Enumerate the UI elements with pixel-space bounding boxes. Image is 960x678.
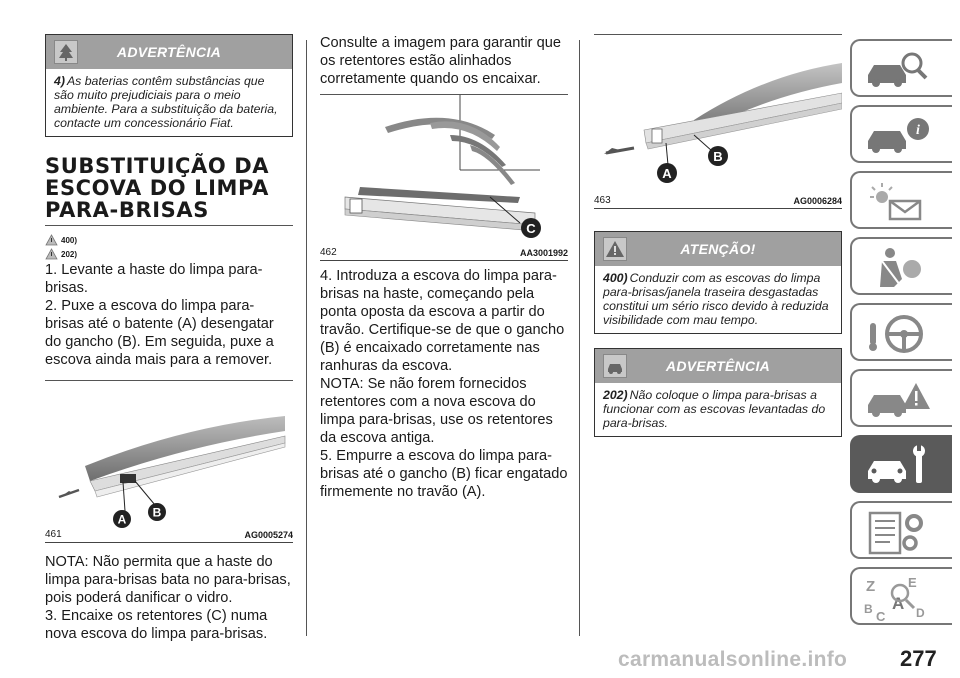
figure-code: AG0006284: [793, 196, 842, 206]
figure-462: [320, 95, 568, 247]
note-1: NOTA: Não permita que a haste do limpa para-brisas bata no para-brisas, pois poderá danificar o vidro.: [45, 554, 291, 606]
tab-driving[interactable]: [850, 303, 952, 361]
attention-box: [594, 231, 842, 334]
attention-text: Conduzir com as escovas do limpa para-brisas/janela traseira desgastadas constitui um sério risco devido à reduzida visibilidade com mau tempo.: [603, 271, 829, 327]
label-b: B: [713, 149, 723, 164]
car-search-icon: [860, 45, 940, 95]
step-3: 3. Encaixe os retentores (C) numa nova escova do limpa para-brisas.: [45, 608, 268, 642]
svg-text:Z: Z: [866, 578, 876, 595]
column-1: [45, 34, 293, 643]
figure-461: [45, 381, 293, 531]
figure-number: 462: [320, 247, 337, 258]
svg-text:E: E: [908, 575, 917, 590]
attention-triangle-icon: [45, 248, 58, 260]
svg-text:B: B: [864, 602, 873, 616]
reference-400: 400): [45, 233, 293, 247]
tab-warning-lights[interactable]: [850, 171, 952, 229]
attention-triangle-icon: [45, 234, 58, 246]
svg-text:A: A: [892, 594, 905, 613]
warning-title: ADVERTÊNCIA: [116, 44, 222, 60]
label-a: A: [662, 166, 672, 181]
warning-box-wipers: [594, 348, 842, 437]
warning-box-battery: [45, 34, 293, 137]
column-divider: [306, 40, 307, 636]
alphabetical-index-icon: [860, 573, 940, 623]
column-3: [594, 34, 842, 437]
step-1: 1. Levante a haste do limpa para-brisas.: [45, 262, 263, 296]
attention-number: 400): [603, 271, 628, 285]
svg-text:D: D: [916, 606, 925, 620]
figure-463: [594, 35, 842, 195]
retainers-illustration: [320, 95, 568, 247]
steering-wheel-icon: [860, 309, 940, 359]
reference-202: 202): [45, 247, 293, 261]
wiper-removal-illustration: [45, 381, 293, 531]
tab-emergency[interactable]: [850, 369, 952, 427]
tab-car-search[interactable]: [850, 39, 952, 97]
fitting-note: Consulte a imagem para garantir que os retentores estão alinhados corretamente quando os encaixar.: [320, 35, 561, 87]
tab-car-info[interactable]: [850, 105, 952, 163]
warning-number: 4): [54, 74, 65, 88]
figure-caption: [320, 247, 568, 261]
tab-index[interactable]: [850, 567, 952, 625]
warning-title: ADVERTÊNCIA: [665, 358, 771, 374]
svg-text:i: i: [916, 123, 920, 138]
section-heading: SUBSTITUIÇÃO DA ESCOVA DO LIMPA PARA-BRISAS: [45, 154, 270, 222]
tab-maintenance[interactable]: [850, 435, 952, 493]
figure-number: 463: [594, 195, 611, 206]
attention-title: ATENÇÃO!: [680, 241, 756, 257]
label-c: C: [526, 221, 536, 236]
tab-safety[interactable]: [850, 237, 952, 295]
safety-airbag-icon: [860, 243, 940, 293]
figure-code: AA3001992: [519, 248, 568, 258]
car-warning-icon: [860, 375, 940, 425]
label-a: A: [117, 512, 127, 527]
label-b: B: [152, 505, 162, 520]
figure-code: AG0005274: [244, 530, 293, 540]
svg-text:C: C: [876, 609, 886, 623]
heading-rule: [45, 225, 293, 226]
warning-number: 202): [603, 388, 628, 402]
warning-text: As baterias contêm substâncias que são muito prejudiciais para o meio ambiente. Para a substituição da bateria, contacte um concessionário Fiat.: [54, 74, 278, 130]
warning-lights-icon: [860, 177, 940, 227]
step-4: 4. Introduza a escova do limpa para-brisas na haste, começando pela ponta oposta da escova a partir do travão. Certifique-se de que o gancho (B) é encaixado corretamente nas ranhuras da escova.: [320, 268, 565, 374]
car-info-icon: [860, 111, 940, 161]
column-2: [320, 34, 568, 501]
warning-text: Não coloque o limpa para-brisas a funcionar com as escovas levantadas do para-brisas.: [603, 388, 826, 430]
step-2: 2. Puxe a escova do limpa para-brisas até o batente (A) desengatar do gancho (B). Em seguida, puxe a escova ainda mais para a remover.: [45, 298, 274, 368]
tab-technical-data[interactable]: [850, 501, 952, 559]
watermark: carmanualsonline.info: [618, 648, 848, 671]
car-wrench-icon: [860, 441, 940, 491]
figure-caption: [45, 529, 293, 543]
note-2: NOTA: Se não forem fornecidos retentores com a nova escova do limpa para-brisas, use os retentores da escova antiga.: [320, 376, 553, 446]
technical-data-icon: [860, 507, 940, 557]
figure-caption: [594, 195, 842, 209]
column-divider: [579, 40, 580, 636]
step-5: 5. Empurre a escova do limpa para-brisas até o gancho (B) ficar engatado firmemente no travão (A).: [320, 448, 568, 500]
wiper-fitting-illustration: [594, 35, 842, 195]
page-number: 277: [900, 646, 937, 671]
figure-number: 461: [45, 529, 62, 540]
